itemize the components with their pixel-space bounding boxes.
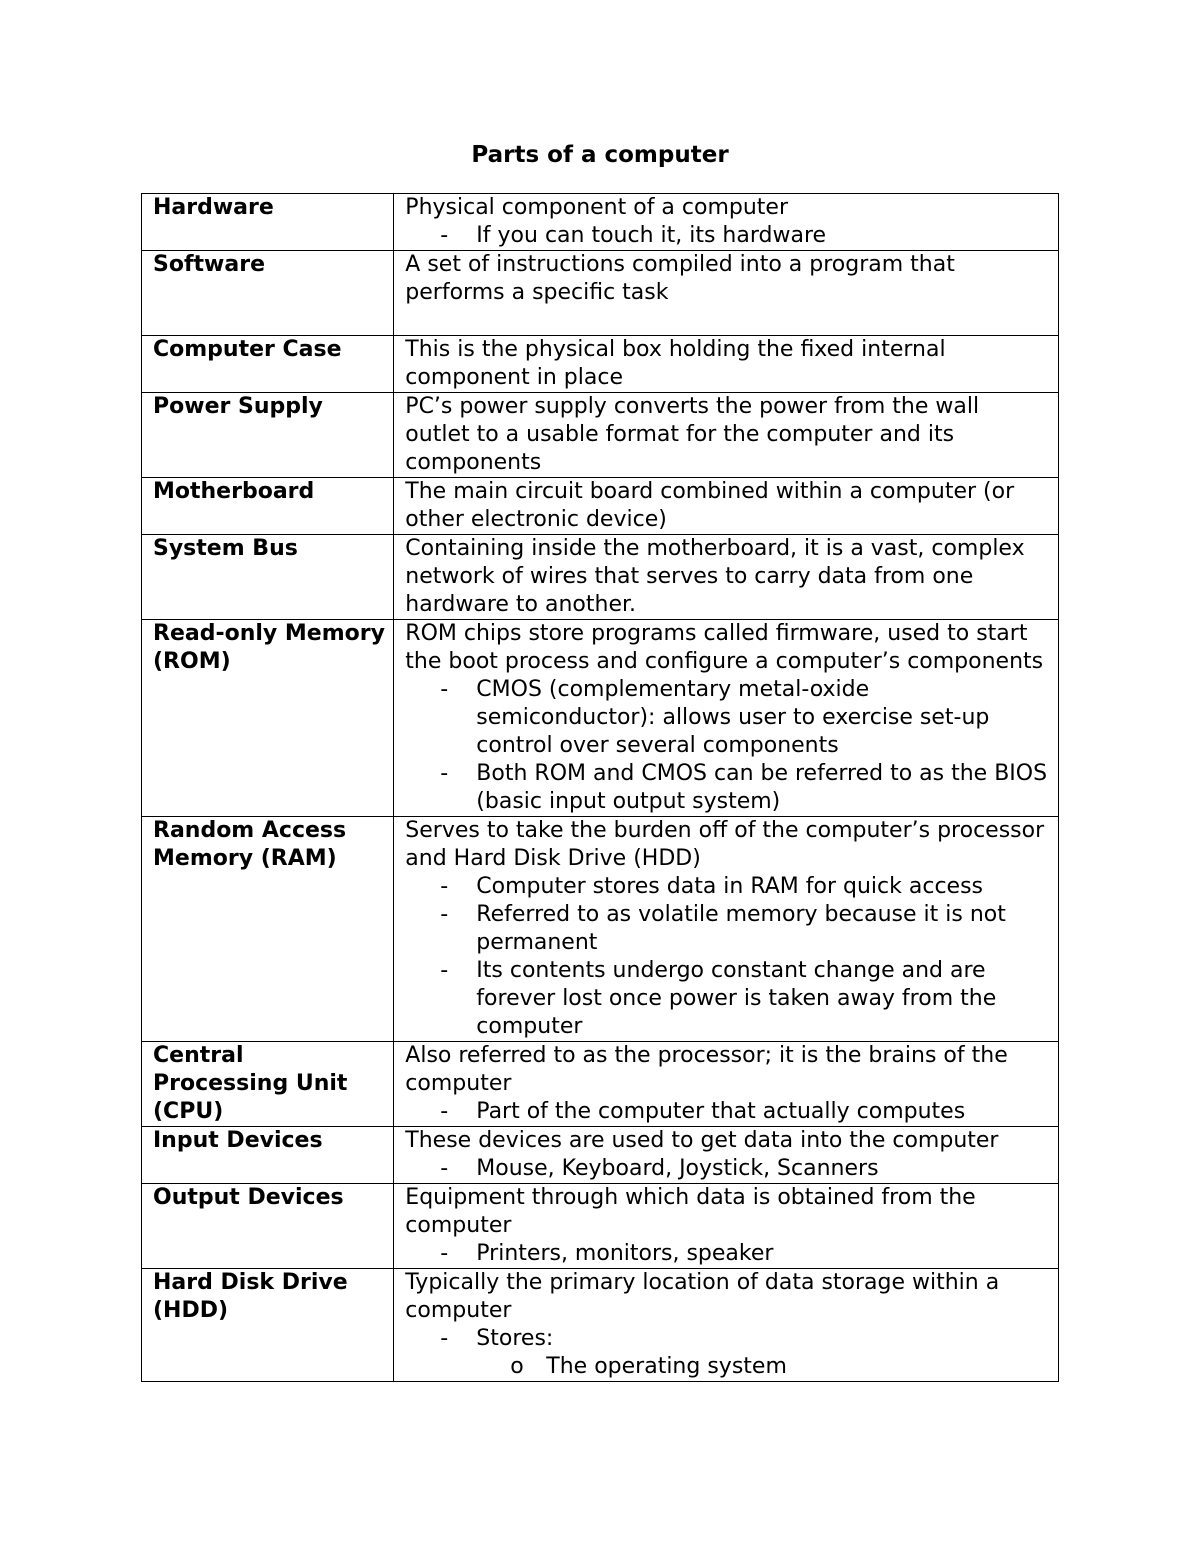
description-cell [394, 1042, 1059, 1127]
description-text: This is the physical box holding the fixed internal component in place [405, 337, 946, 390]
bullet-item [405, 957, 1050, 1041]
bullet-item [405, 1240, 1050, 1268]
bullet-marker: - [440, 1099, 449, 1124]
term-cell: Read-only Memory (ROM) [142, 620, 394, 817]
table-row [142, 1184, 1059, 1269]
term-cell: Output Devices [142, 1184, 394, 1269]
description-cell [394, 1184, 1059, 1269]
table-row [142, 1127, 1059, 1184]
table-row [142, 620, 1059, 817]
description-cell [394, 1127, 1059, 1184]
sub-bullet-item [405, 1353, 1050, 1381]
bullet-item [405, 1325, 1050, 1353]
table-row [142, 251, 1059, 336]
empty-line [405, 307, 1050, 335]
bullet-marker: - [440, 677, 449, 702]
description-text: Physical component of a computer [405, 195, 789, 220]
term-cell: Computer Case [142, 336, 394, 393]
table-row [142, 393, 1059, 478]
description-cell [394, 1269, 1059, 1382]
description-text: Containing inside the motherboard, it is a vast, complex network of wires that serves to carry data from one hardware to another. [405, 536, 1025, 617]
term-cell: Motherboard [142, 478, 394, 535]
description-text: Also referred to as the processor; it is the brains of the computer [405, 1043, 1008, 1096]
term-cell: Hardware [142, 194, 394, 251]
term-cell: Power Supply [142, 393, 394, 478]
bullet-marker: - [440, 1326, 449, 1351]
description-text: Equipment through which data is obtained from the computer [405, 1185, 976, 1238]
description-cell [394, 620, 1059, 817]
description-text: ROM chips store programs called firmware, used to start the boot process and configure a computer’s components [405, 621, 1044, 674]
term-cell: System Bus [142, 535, 394, 620]
bullet-marker: - [440, 223, 449, 248]
term-cell: Random Access Memory (RAM) [142, 817, 394, 1042]
bullet-item [405, 1098, 1050, 1126]
bullet-text: Its contents undergo constant change and are forever lost once power is taken away from the computer [476, 958, 997, 1039]
bullet-text: Mouse, Keyboard, Joystick, Scanners [476, 1156, 879, 1181]
bullet-text: If you can touch it, its hardware [476, 223, 827, 248]
bullet-item [405, 222, 1050, 250]
table-row [142, 194, 1059, 251]
term-cell: Hard Disk Drive (HDD) [142, 1269, 394, 1382]
sub-bullet-text: The operating system [546, 1354, 787, 1379]
table-row [142, 336, 1059, 393]
bullet-marker: - [440, 902, 449, 927]
bullet-item [405, 760, 1050, 816]
table-row [142, 1042, 1059, 1127]
description-cell [394, 336, 1059, 393]
bullet-text: Stores: [476, 1326, 554, 1351]
bullet-marker: - [440, 958, 449, 983]
description-cell [394, 817, 1059, 1042]
description-text: These devices are used to get data into the computer [405, 1128, 999, 1153]
bullet-text: Both ROM and CMOS can be referred to as the BIOS (basic input output system) [476, 761, 1048, 814]
bullet-text: Computer stores data in RAM for quick access [476, 874, 983, 899]
description-cell [394, 535, 1059, 620]
description-cell [394, 194, 1059, 251]
term-cell: Input Devices [142, 1127, 394, 1184]
description-text: PC’s power supply converts the power from the wall outlet to a usable format for the computer and its components [405, 394, 980, 475]
bullet-text: Printers, monitors, speaker [476, 1241, 774, 1266]
bullet-text: Referred to as volatile memory because it is not permanent [476, 902, 1006, 955]
description-text: Typically the primary location of data storage within a computer [405, 1270, 1000, 1323]
bullet-marker: - [440, 874, 449, 899]
table-row [142, 535, 1059, 620]
term-cell: Software [142, 251, 394, 336]
description-text: A set of instructions compiled into a program that performs a specific task [405, 252, 955, 305]
description-cell [394, 251, 1059, 336]
bullet-marker: - [440, 1156, 449, 1181]
description-cell [394, 478, 1059, 535]
bullet-text: Part of the computer that actually computes [476, 1099, 966, 1124]
term-cell: Central Processing Unit (CPU) [142, 1042, 394, 1127]
table-row [142, 1269, 1059, 1382]
description-text: The main circuit board combined within a computer (or other electronic device) [405, 479, 1015, 532]
table-row [142, 478, 1059, 535]
description-cell [394, 393, 1059, 478]
bullet-item [405, 873, 1050, 901]
bullet-item [405, 676, 1050, 760]
bullet-item [405, 1155, 1050, 1183]
bullet-item [405, 901, 1050, 957]
bullet-marker: - [440, 1241, 449, 1266]
bullet-text: CMOS (complementary metal-oxide semiconductor): allows user to exercise set-up control over several components [476, 677, 990, 758]
sub-bullet-marker: o [510, 1354, 524, 1379]
table-row [142, 817, 1059, 1042]
parts-table [141, 193, 1059, 1382]
page-title: Parts of a computer [471, 142, 729, 168]
bullet-marker: - [440, 761, 449, 786]
description-text: Serves to take the burden off of the computer’s processor and Hard Disk Drive (HDD) [405, 818, 1045, 871]
